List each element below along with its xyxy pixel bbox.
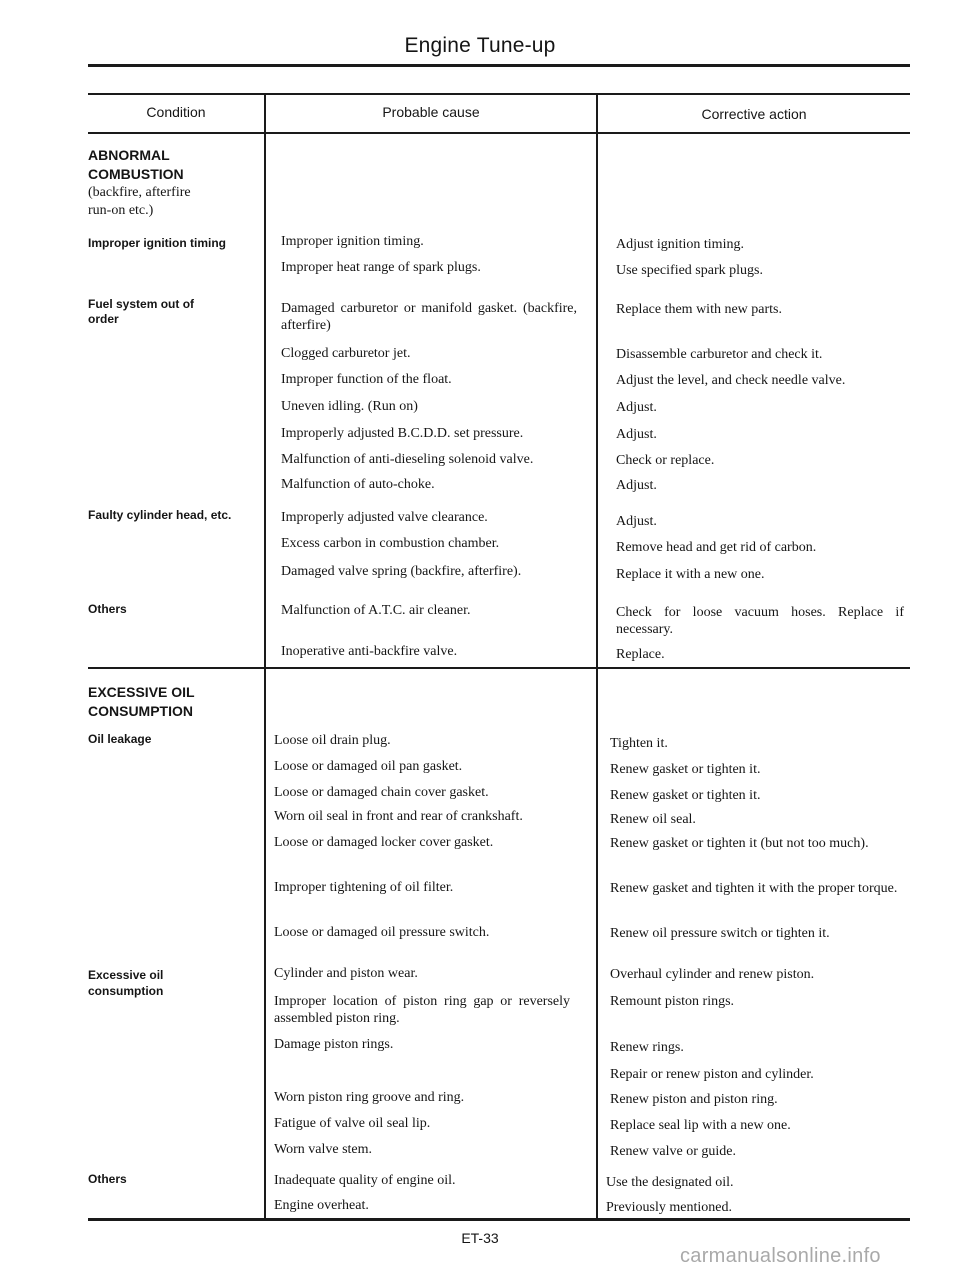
- action-item: Adjust.: [616, 478, 657, 493]
- table-bottom-rule: [88, 1218, 910, 1221]
- header-probable-cause: Probable cause: [382, 104, 480, 120]
- condition-fuel-system: Fuel system out of: [88, 297, 195, 311]
- title-rule: [88, 64, 910, 67]
- action-item: Adjust.: [616, 427, 657, 442]
- cause-item: Worn oil seal in front and rear of crankshaft.: [274, 809, 523, 824]
- action-item: Use specified spark plugs.: [616, 263, 763, 278]
- action-item: Renew gasket and tighten it with the proper torque.: [610, 881, 898, 896]
- cause-item: Malfunction of A.T.C. air cleaner.: [281, 603, 471, 618]
- header-condition: Condition: [146, 104, 206, 120]
- cause-item: Loose oil drain plug.: [274, 733, 391, 748]
- cause-item: Loose or damaged oil pressure switch.: [274, 925, 490, 940]
- condition-others: Others: [88, 1172, 127, 1186]
- cause-item: Worn valve stem.: [274, 1142, 373, 1157]
- action-item: Adjust ignition timing.: [616, 237, 744, 252]
- cause-item: Damaged carburetor or manifold gasket. (backfire, afterfire): [281, 301, 577, 333]
- action-item: Adjust.: [616, 514, 657, 529]
- section-subtitle: (backfire, afterfire: [88, 185, 191, 200]
- condition-ignition-timing: Improper ignition timing: [88, 236, 226, 250]
- cause-item: Improperly adjusted valve clearance.: [281, 510, 488, 525]
- cause-item: Worn piston ring groove and ring.: [274, 1090, 465, 1105]
- action-item: Renew gasket or tighten it.: [610, 788, 761, 803]
- section-title-combustion: COMBUSTION: [88, 166, 184, 182]
- action-item: Previously mentioned.: [606, 1200, 732, 1215]
- action-item: Renew gasket or tighten it (but not too much).: [610, 836, 869, 851]
- cause-item: Malfunction of anti-dieseling solenoid valve.: [281, 452, 534, 467]
- action-item: Renew piston and piston ring.: [610, 1092, 778, 1107]
- cause-item: Inadequate quality of engine oil.: [274, 1173, 456, 1188]
- cause-item: Malfunction of auto-choke.: [281, 477, 435, 492]
- watermark: carmanualsonline.info: [680, 1245, 881, 1267]
- cause-item: Clogged carburetor jet.: [281, 346, 411, 361]
- cause-item: Engine overheat.: [274, 1198, 369, 1213]
- action-item: Adjust the level, and check needle valve.: [616, 373, 846, 388]
- action-item: Check or replace.: [616, 453, 715, 468]
- cause-item: Fatigue of valve oil seal lip.: [274, 1116, 431, 1131]
- action-item: Tighten it.: [610, 736, 668, 751]
- cause-item: Excess carbon in combustion chamber.: [281, 536, 500, 551]
- action-item: Renew oil seal.: [610, 812, 696, 827]
- cause-item: Improper function of the float.: [281, 372, 452, 387]
- cause-item: Cylinder and piston wear.: [274, 966, 418, 981]
- action-item: Check for loose vacuum hoses. Replace if necessary.: [616, 605, 904, 637]
- action-item: Replace it with a new one.: [616, 567, 765, 582]
- header-corrective-action: Corrective action: [701, 106, 807, 122]
- action-item: Adjust.: [616, 400, 657, 415]
- column-divider-2: [596, 95, 598, 1218]
- header-top-rule: [88, 93, 910, 95]
- cause-item: Improperly adjusted B.C.D.D. set pressure.: [281, 426, 524, 441]
- condition-cylinder-head: Faulty cylinder head, etc.: [88, 508, 232, 522]
- cause-item: Loose or damaged oil pan gasket.: [274, 759, 463, 774]
- page-number: ET-33: [461, 1230, 499, 1246]
- cause-item: Uneven idling. (Run on): [281, 399, 418, 414]
- column-divider-1: [264, 95, 266, 1218]
- cause-item: Loose or damaged chain cover gasket.: [274, 785, 489, 800]
- header-bottom-rule: [88, 132, 910, 134]
- cause-item: Improper heat range of spark plugs.: [281, 260, 481, 275]
- action-item: Renew valve or guide.: [610, 1144, 736, 1159]
- cause-item: Improper ignition timing.: [281, 234, 424, 249]
- action-item: Replace them with new parts.: [616, 302, 783, 317]
- section-title-abnormal: ABNORMAL: [88, 147, 170, 163]
- action-item: Use the designated oil.: [606, 1175, 734, 1190]
- action-item: Remount piston rings.: [610, 994, 735, 1009]
- condition-others: Others: [88, 602, 127, 616]
- action-item: Remove head and get rid of carbon.: [616, 540, 817, 555]
- cause-item: Damage piston rings.: [274, 1037, 394, 1052]
- section-subtitle: run-on etc.): [88, 203, 154, 218]
- page-title: Engine Tune-up: [404, 34, 556, 57]
- action-item: Renew gasket or tighten it.: [610, 762, 761, 777]
- cause-item: Inoperative anti-backfire valve.: [281, 644, 458, 659]
- section-divider-rule: [88, 667, 910, 669]
- section-title-excessive-oil: EXCESSIVE OIL: [88, 684, 195, 700]
- condition-excessive-consumption: consumption: [88, 984, 164, 998]
- condition-oil-leakage: Oil leakage: [88, 732, 152, 746]
- cause-item: Damaged valve spring (backfire, afterfire).: [281, 564, 522, 579]
- cause-item: Loose or damaged locker cover gasket.: [274, 835, 494, 850]
- section-title-consumption: CONSUMPTION: [88, 703, 193, 719]
- action-item: Renew oil pressure switch or tighten it.: [610, 926, 830, 941]
- action-item: Replace seal lip with a new one.: [610, 1118, 791, 1133]
- action-item: Renew rings.: [610, 1040, 684, 1055]
- action-item: Repair or renew piston and cylinder.: [610, 1067, 814, 1082]
- cause-item: Improper location of piston ring gap or reversely assembled piston ring.: [274, 994, 570, 1026]
- condition-fuel-system: order: [88, 312, 119, 326]
- action-item: Disassemble carburetor and check it.: [616, 347, 823, 362]
- action-item: Replace.: [616, 647, 665, 662]
- action-item: Overhaul cylinder and renew piston.: [610, 967, 815, 982]
- cause-item: Improper tightening of oil filter.: [274, 880, 454, 895]
- condition-excessive-consumption: Excessive oil: [88, 968, 164, 982]
